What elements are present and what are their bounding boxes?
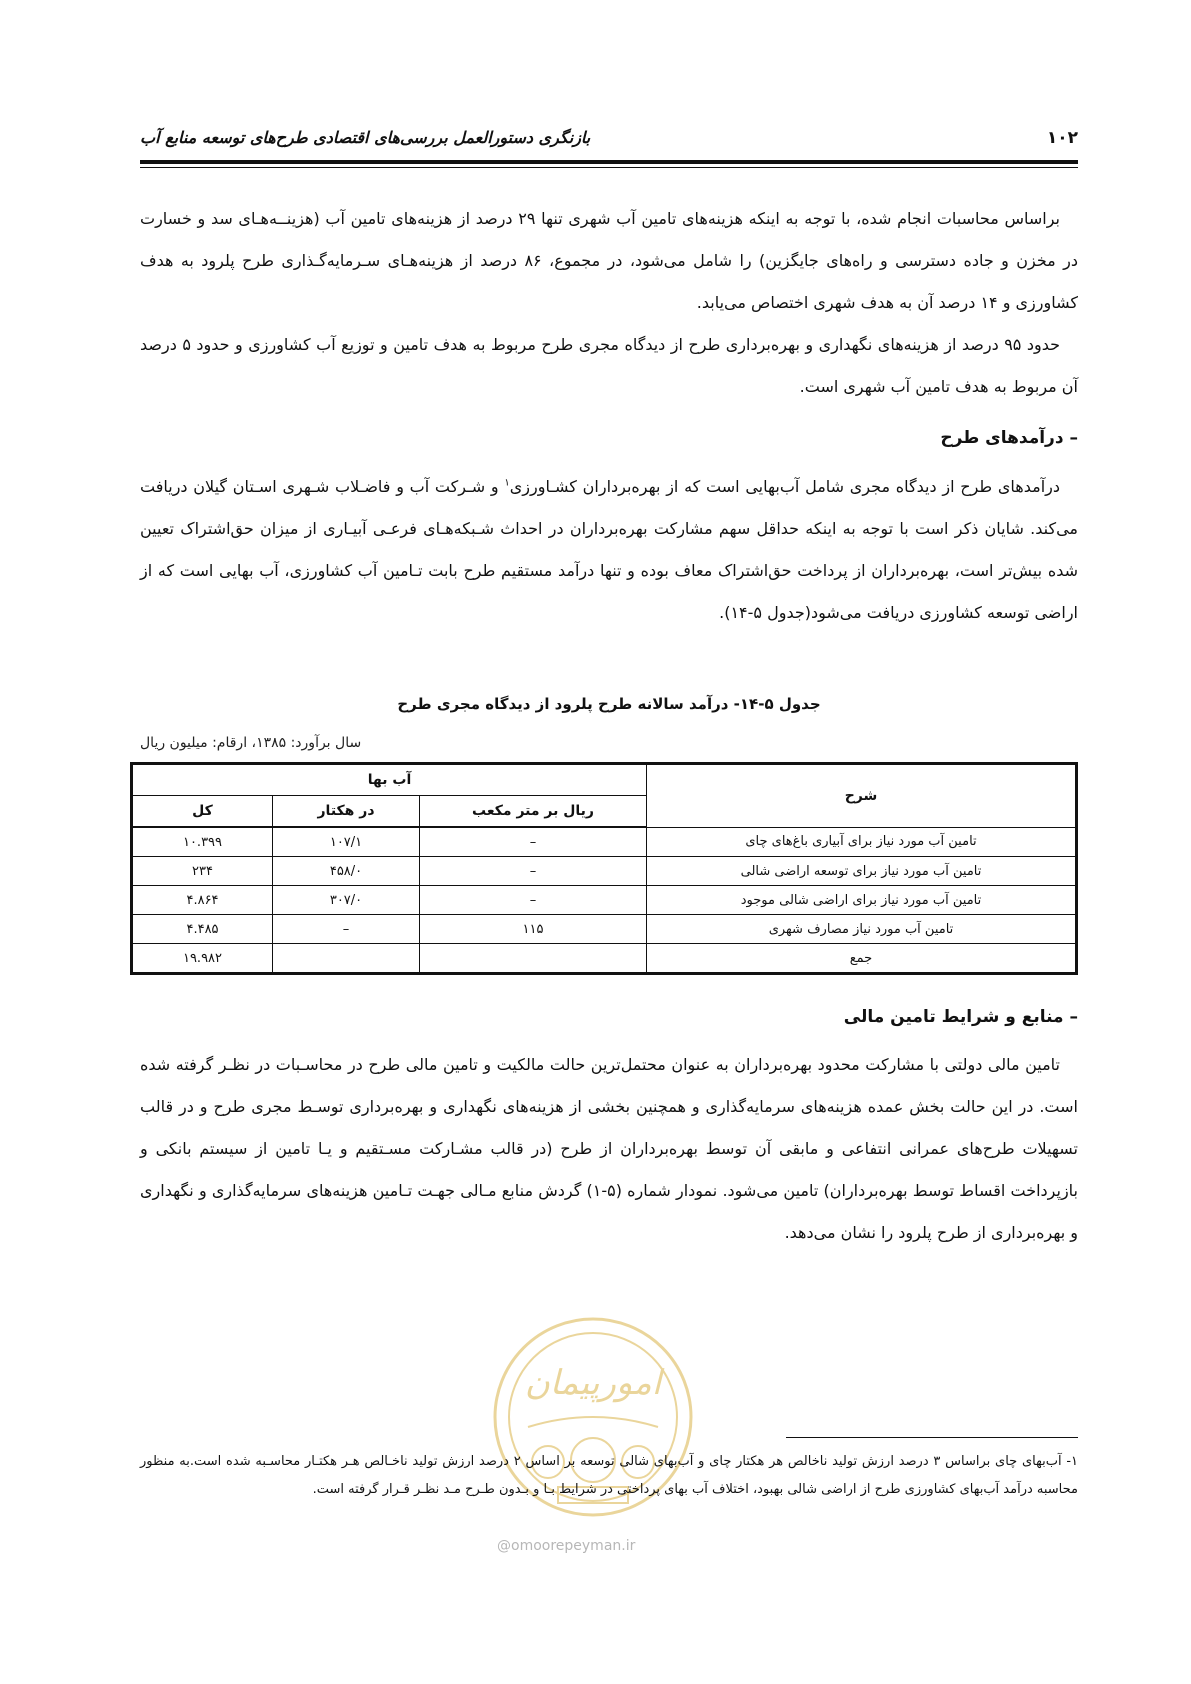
running-title: بازنگری دستورالعمل بررسی‌های اقتصادی طرح‌های توسعه منابع آب (140, 128, 591, 147)
cell-total: ۴.۴۸۵ (132, 915, 273, 944)
cell-per-hectare (273, 944, 420, 974)
cell-description: جمع (647, 944, 1077, 974)
cell-total: ۴.۸۶۴ (132, 886, 273, 915)
column-header-description: شرح (647, 764, 1077, 828)
page-header (140, 120, 1078, 172)
revenue-text (140, 466, 1078, 634)
table-body (132, 827, 1077, 974)
footnote: ۱- آب‌بهای چای براساس ۳ درصد ارزش تولید ناخالص هر هکتار چای و آب‌بهای شالی توسعه بر اساس ۲ درصد ارزش تولید ناخـالص هـر هکتـار محاسـبه شده است.به منظور محاسبه درآمد آب‌بهای کشاورزی طرح از اراضی شالی بهبود، اختلاف آب بهای پرداختی در شرایط بـا و بـدون طـرح مـد نظـر قـرار گرفته است. (140, 1454, 1078, 1497)
cell-description: تامین آب مورد نیاز برای آبیاری باغ‌های چای (647, 827, 1077, 857)
column-header-total: کل (132, 796, 273, 828)
paragraph: حدود ۹۵ درصد از هزینه‌های نگهداری و بهره‌برداری طرح از دیدگاه مجری طرح مربوط به هدف تامین و توزیع آب کشاورزی و حدود ۵ درصد آن مربوط به هدف تامین آب شهری است. (140, 335, 1078, 396)
table-caption: جدول ۵-۱۴- درآمد سالانه طرح پلرود از دیدگاه مجری طرح (397, 695, 821, 713)
cell-rial-per-m3: ۱۱۵ (420, 915, 647, 944)
watermark-url: @omoorepeyman.ir (497, 1538, 636, 1554)
section-heading-finance: – منابع و شرایط تامین مالی (843, 1007, 1078, 1027)
paragraph: تامین مالی دولتی با مشارکت محدود بهره‌برداران به عنوان محتمل‌ترین حالت مالکیت و تامین مالی طرح در محاسـبات در نظـر گرفته شده است. در این حالت بخش عمده هزینه‌های سرمایه‌گذاری و همچنین بخشی از هزینه‌های نگهداری و بهره‌برداری توسـط مجری طرح و در قالب تسهیلات طرح‌های عمرانی انتفاعی و مابقی آن توسط بهره‌برداران از طرح (در قالب مشـارکت مسـتقیم و یـا تامین از سیستم بانکی و بازپرداخت اقساط توسط بهره‌برداران) تامین می‌شود. نمودار شماره (۵-۱) گردش منابع مـالی جهـت تـامین هزینه‌های سرمایه‌گذاری و نگهداری و بهره‌برداری از طرح پلرود را نشان می‌دهد. (140, 1055, 1079, 1242)
cell-description: تامین آب مورد نیاز برای توسعه اراضی شالی (647, 857, 1077, 886)
table-row-total (132, 944, 1077, 974)
cell-rial-per-m3: – (420, 886, 647, 915)
table-header (132, 764, 1077, 828)
paragraph: براساس محاسبات انجام شده، با توجه به اینکه هزینه‌های تامین آب شهری تنها ۲۹ درصد از هزینه‌های تامین آب (هزینــه‌هـای سد و خسارت در مخزن و جاده دسترسی و راه‌های جایگزین) را شامل می‌شود، در مجموع، ۸۶ درصد از هزینه‌هـای سـرمایه‌گـذاری طرح پلرود به هدف کشاورزی و ۱۴ درصد آن به هدف شهری اختصاص می‌یابد. (140, 209, 1078, 312)
header-rule-thin (140, 167, 1078, 168)
cell-description: تامین آب مورد نیاز برای اراضی شالی موجود (647, 886, 1077, 915)
cell-per-hectare: ۴۵۸/۰ (273, 857, 420, 886)
cell-rial-per-m3: – (420, 857, 647, 886)
table-row (132, 886, 1077, 915)
finance-text (140, 1044, 1078, 1254)
table-row (132, 915, 1077, 944)
column-header-rial-per-m3: ریال بر متر مکعب (420, 796, 647, 828)
section-heading-revenue: – درآمدهای طرح (940, 428, 1078, 448)
footnote-reference: ۱ (504, 477, 510, 489)
table-note: سال برآورد: ۱۳۸۵، ارقام: میلیون ریال (140, 735, 362, 751)
revenue-table (130, 762, 1078, 975)
table-header-row (132, 764, 1077, 796)
cell-per-hectare: ۳۰۷/۰ (273, 886, 420, 915)
cell-rial-per-m3: – (420, 827, 647, 857)
page-number: ۱۰۲ (1046, 128, 1078, 148)
cell-total: ۱۰.۳۹۹ (132, 827, 273, 857)
stamp-lettering: امورپیمان (524, 1363, 662, 1403)
header-rule (140, 160, 1078, 164)
table-row (132, 827, 1077, 857)
table-row (132, 857, 1077, 886)
cell-total: ۱۹.۹۸۲ (132, 944, 273, 974)
column-group-water-price: آب بها (132, 764, 647, 796)
footnote-separator (786, 1437, 1078, 1438)
cell-description: تامین آب مورد نیاز مصارف شهری (647, 915, 1077, 944)
column-header-per-hectare: در هکتار (273, 796, 420, 828)
cell-total: ۲۳۴ (132, 857, 273, 886)
paragraph-part: و شـرکت آب و فاضـلاب شـهری اسـتان گیلان دریافت می‌کند. شایان ذکر است با توجه به اینکه حداقل سهم مشارکت بهره‌برداران در احداث شـبکه‌هـای فرعـی آبیـاری از میزان حق‌اشتراک تعیین شده بیش‌تر است، بهره‌برداران از پرداخت حق‌اشتراک معاف بوده و تنها درآمد مستقیم طرح بابت تـامین آب کشاورزی، آب بهایی است که از اراضی توسعه کشاورزی دریافت می‌شود(جدول ۵-۱۴). (140, 477, 1078, 622)
paragraph-part: درآمدهای طرح از دیدگاه مجری شامل آب‌بهایی است که از بهره‌برداران کشـاورزی (509, 477, 1061, 496)
cell-per-hectare: ۱۰۷/۱ (273, 827, 420, 857)
cell-rial-per-m3 (420, 944, 647, 974)
intro-text (140, 198, 1078, 408)
paragraph (140, 466, 1078, 634)
cell-per-hectare: – (273, 915, 420, 944)
